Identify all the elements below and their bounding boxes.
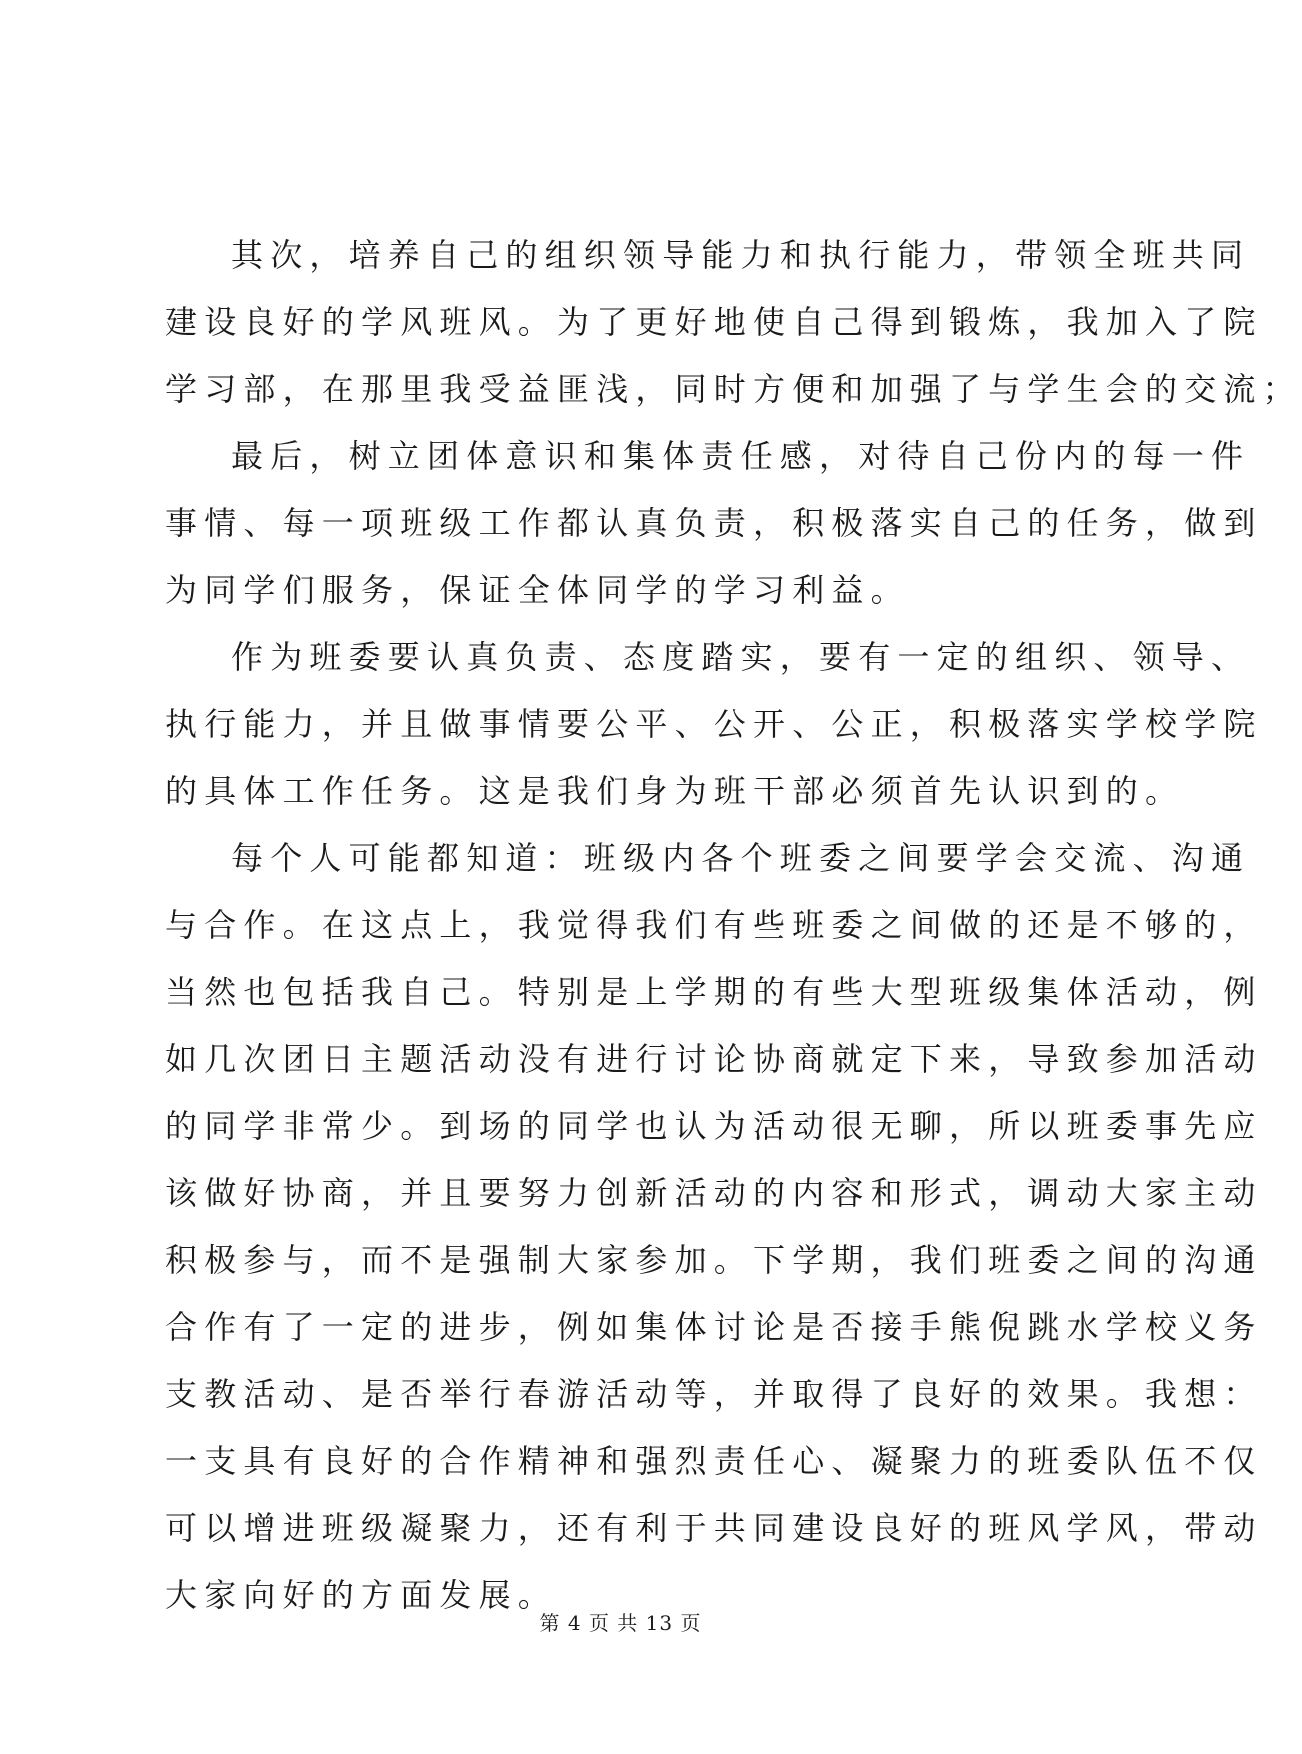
paragraph-2 (165, 429, 1263, 630)
text-line: 当然也包括我自己。特别是上学期的有些大型班级集体活动，例 (165, 973, 1263, 1011)
text-line: 为同学们服务，保证全体同学的学习利益。 (165, 571, 910, 609)
body-text (165, 228, 1302, 1635)
text-line: 事情、每一项班级工作都认真负责，积极落实自己的任务，做到 (165, 504, 1263, 542)
text-line: 支教活动、是否举行春游活动等，并取得了良好的效果。我想： (165, 1375, 1263, 1413)
text-line: 大家向好的方面发展。 (165, 1576, 558, 1614)
text-line: 可以增进班级凝聚力，还有利于共同建设良好的班风学风，带动 (165, 1509, 1263, 1547)
text-line: 积极参与，而不是强制大家参加。下学期，我们班委之间的沟通 (165, 1241, 1263, 1279)
paragraph-1 (165, 228, 1302, 429)
paragraph-3 (165, 630, 1263, 831)
text-line: 执行能力，并且做事情要公平、公开、公正，积极落实学校学院 (165, 705, 1263, 743)
text-line: 的同学非常少。到场的同学也认为活动很无聊，所以班委事先应 (165, 1107, 1263, 1145)
text-line: 其次，培养自己的组织领导能力和执行能力，带领全班共同 (231, 236, 1251, 274)
text-line: 合作有了一定的进步，例如集体讨论是否接手熊倪跳水学校义务 (165, 1308, 1263, 1346)
text-line: 一支具有良好的合作精神和强烈责任心、凝聚力的班委队伍不仅 (165, 1442, 1263, 1480)
text-line: 该做好协商，并且要努力创新活动的内容和形式，调动大家主动 (165, 1174, 1263, 1212)
text-line: 如几次团日主题活动没有进行讨论协商就定下来，导致参加活动 (165, 1040, 1263, 1078)
text-line: 建设良好的学风班风。为了更好地使自己得到锻炼，我加入了院 (165, 303, 1263, 341)
text-line: 学习部，在那里我受益匪浅，同时方便和加强了与学生会的交流； (165, 370, 1302, 408)
text-line: 最后，树立团体意识和集体责任感，对待自己份内的每一件 (231, 437, 1251, 475)
text-line: 与合作。在这点上，我觉得我们有些班委之间做的还是不够的， (165, 906, 1263, 944)
text-line: 每个人可能都知道：班级内各个班委之间要学会交流、沟通 (231, 839, 1251, 877)
paragraph-4 (165, 831, 1263, 1635)
text-line: 的具体工作任务。这是我们身为班干部必须首先认识到的。 (165, 772, 1185, 810)
text-line: 作为班委要认真负责、态度踏实，要有一定的组织、领导、 (231, 638, 1251, 676)
page-number-footer: 第 4 页 共 13 页 (539, 1611, 702, 1635)
